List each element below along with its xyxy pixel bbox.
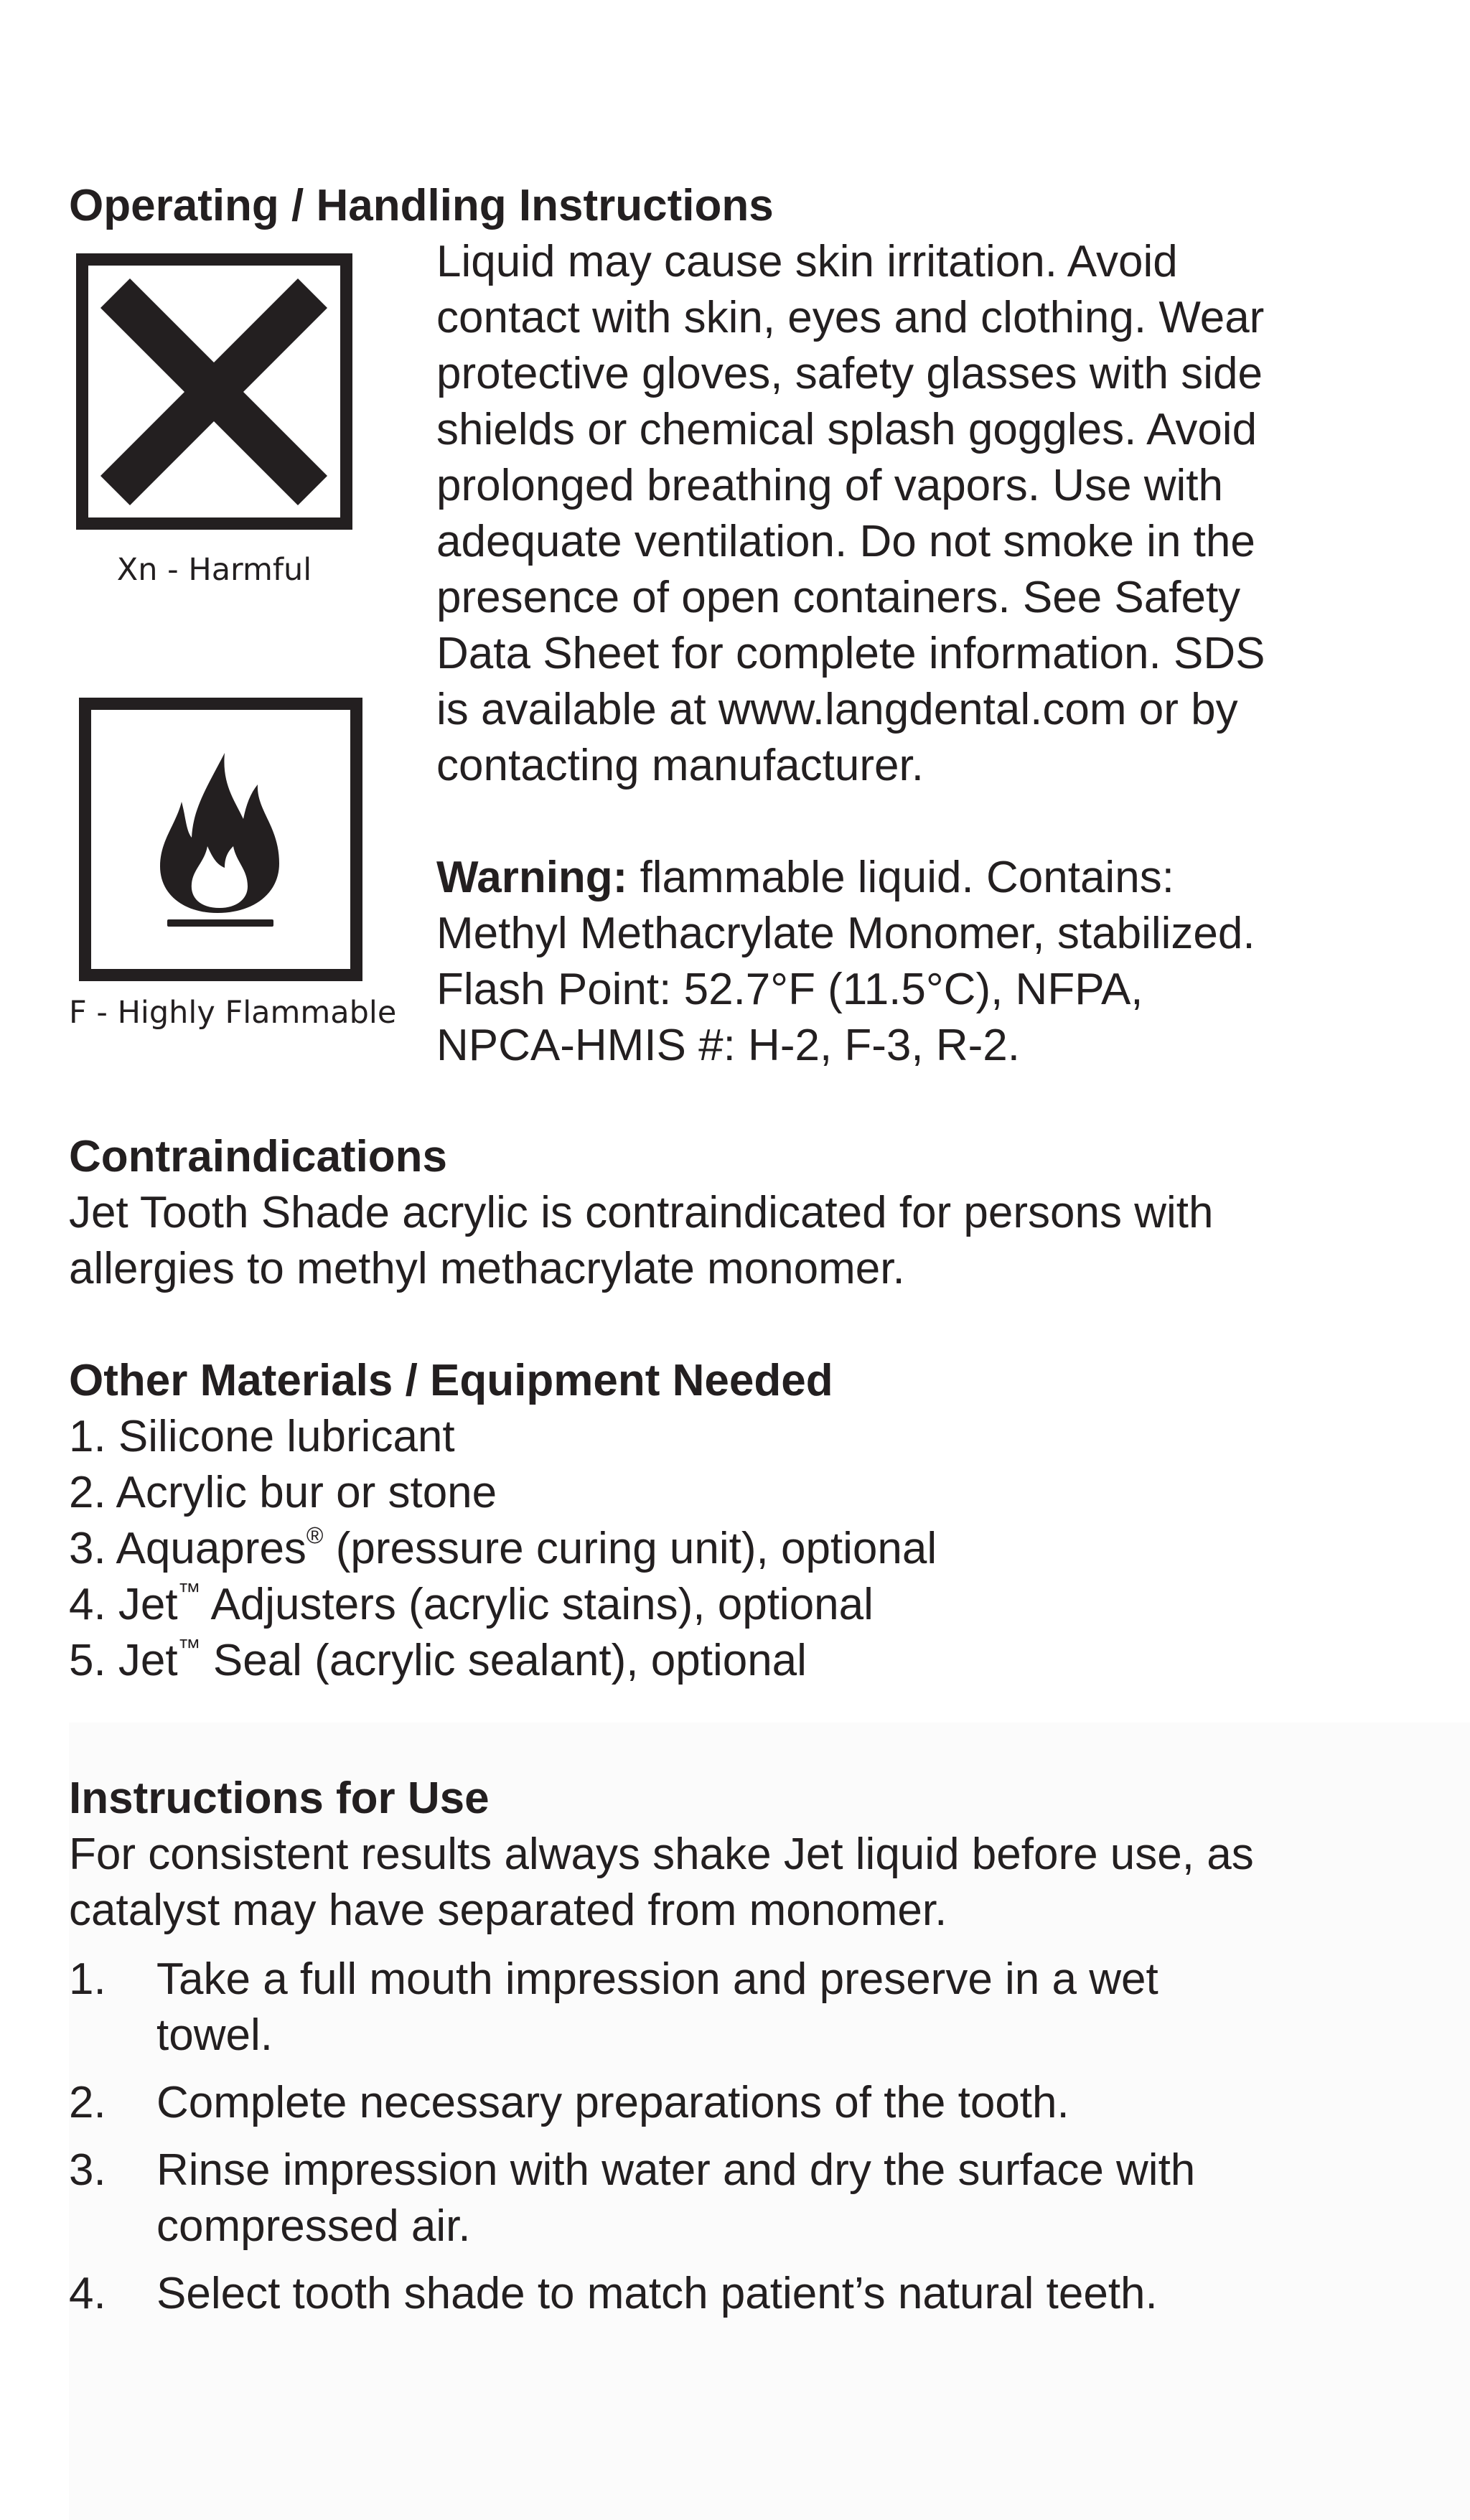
step-text: Select tooth shade to match patient’s natural teeth.: [156, 2269, 1158, 2318]
list-item: 1. Silicone lubricant: [69, 1412, 455, 1461]
harmful-caption: Xn - Harmful: [116, 552, 312, 588]
step-text: Rinse impression with water and dry the surface with compressed air.: [156, 2145, 1196, 2251]
trademark-mark: ™: [177, 1578, 201, 1604]
contraindications-line: allergies to methyl methacrylate monomer.: [69, 1244, 905, 1293]
step-number: 1.: [69, 1954, 106, 2004]
contraindications-heading: Contraindications: [69, 1132, 448, 1181]
handling-heading: Operating / Handling Instructions: [69, 181, 774, 230]
handling-line: contacting manufacturer.: [436, 741, 924, 790]
materials-list: [69, 1409, 937, 1689]
contraindications-line: Jet Tooth Shade acrylic is contraindicated for persons with: [69, 1188, 1214, 1237]
flame-icon: [91, 710, 350, 969]
materials-heading: Other Materials / Equipment Needed: [69, 1356, 833, 1405]
instructions-intro-line: catalyst may have separated from monomer.: [69, 1886, 947, 1935]
step-number: 3.: [69, 2145, 106, 2195]
handling-line: protective gloves, safety glasses with side: [436, 349, 1263, 398]
instructions-intro-line: For consistent results always shake Jet liquid before use, as: [69, 1830, 1254, 1879]
harmful-pictogram: [76, 253, 352, 530]
list-item: 2. Acrylic bur or stone: [69, 1468, 497, 1517]
handling-line: adequate ventilation. Do not smoke in the: [436, 517, 1255, 566]
registered-mark: ®: [306, 1522, 324, 1548]
step-text: Complete necessary preparations of the tooth.: [156, 2078, 1069, 2127]
handling-line: Data Sheet for complete information. SDS: [436, 629, 1265, 678]
warning-line: Methyl Methacrylate Monomer, stabilized.: [436, 909, 1255, 958]
step-text: Take a full mouth impression and preserve in a wet towel.: [156, 1954, 1158, 2060]
trademark-mark: ™: [177, 1634, 201, 1660]
instructions-intro: [69, 1827, 1254, 1939]
handling-line: prolonged breathing of vapors. Use with: [436, 461, 1223, 510]
harmful-x-icon: [88, 266, 340, 517]
handling-body: [436, 234, 1265, 794]
handling-line: is available at www.langdental.com or by: [436, 685, 1238, 734]
handling-line: presence of open containers. See Safety: [436, 573, 1241, 622]
handling-line: shields or chemical splash goggles. Avoid: [436, 405, 1258, 454]
list-item: 4. Jet™ Adjusters (acrylic stains), optional: [69, 1578, 874, 1629]
handling-line: contact with skin, eyes and clothing. Wear: [436, 293, 1265, 342]
instructions-heading: Instructions for Use: [69, 1774, 490, 1823]
step-number: 4.: [69, 2269, 106, 2318]
handling-line: Liquid may cause skin irritation. Avoid: [436, 237, 1178, 286]
step-number: 2.: [69, 2078, 106, 2127]
warning-line: NPCA-HMIS #: H-2, F-3, R-2.: [436, 1021, 1020, 1070]
warning-line: flammable liquid. Contains:: [627, 853, 1174, 902]
warning-block: [436, 850, 1255, 1074]
list-item: 5. Jet™ Seal (acrylic sealant), optional: [69, 1634, 807, 1685]
list-item: 3. Aquapres® (pressure curing unit), optional: [69, 1522, 937, 1573]
warning-line: Flash Point: 52.7°F (11.5°C), NFPA,: [436, 965, 1143, 1014]
warning-label: Warning:: [436, 853, 628, 902]
contraindications-body: [69, 1185, 1213, 1297]
flammable-caption: F - Highly Flammable: [69, 995, 397, 1031]
flammable-pictogram: [79, 698, 362, 981]
